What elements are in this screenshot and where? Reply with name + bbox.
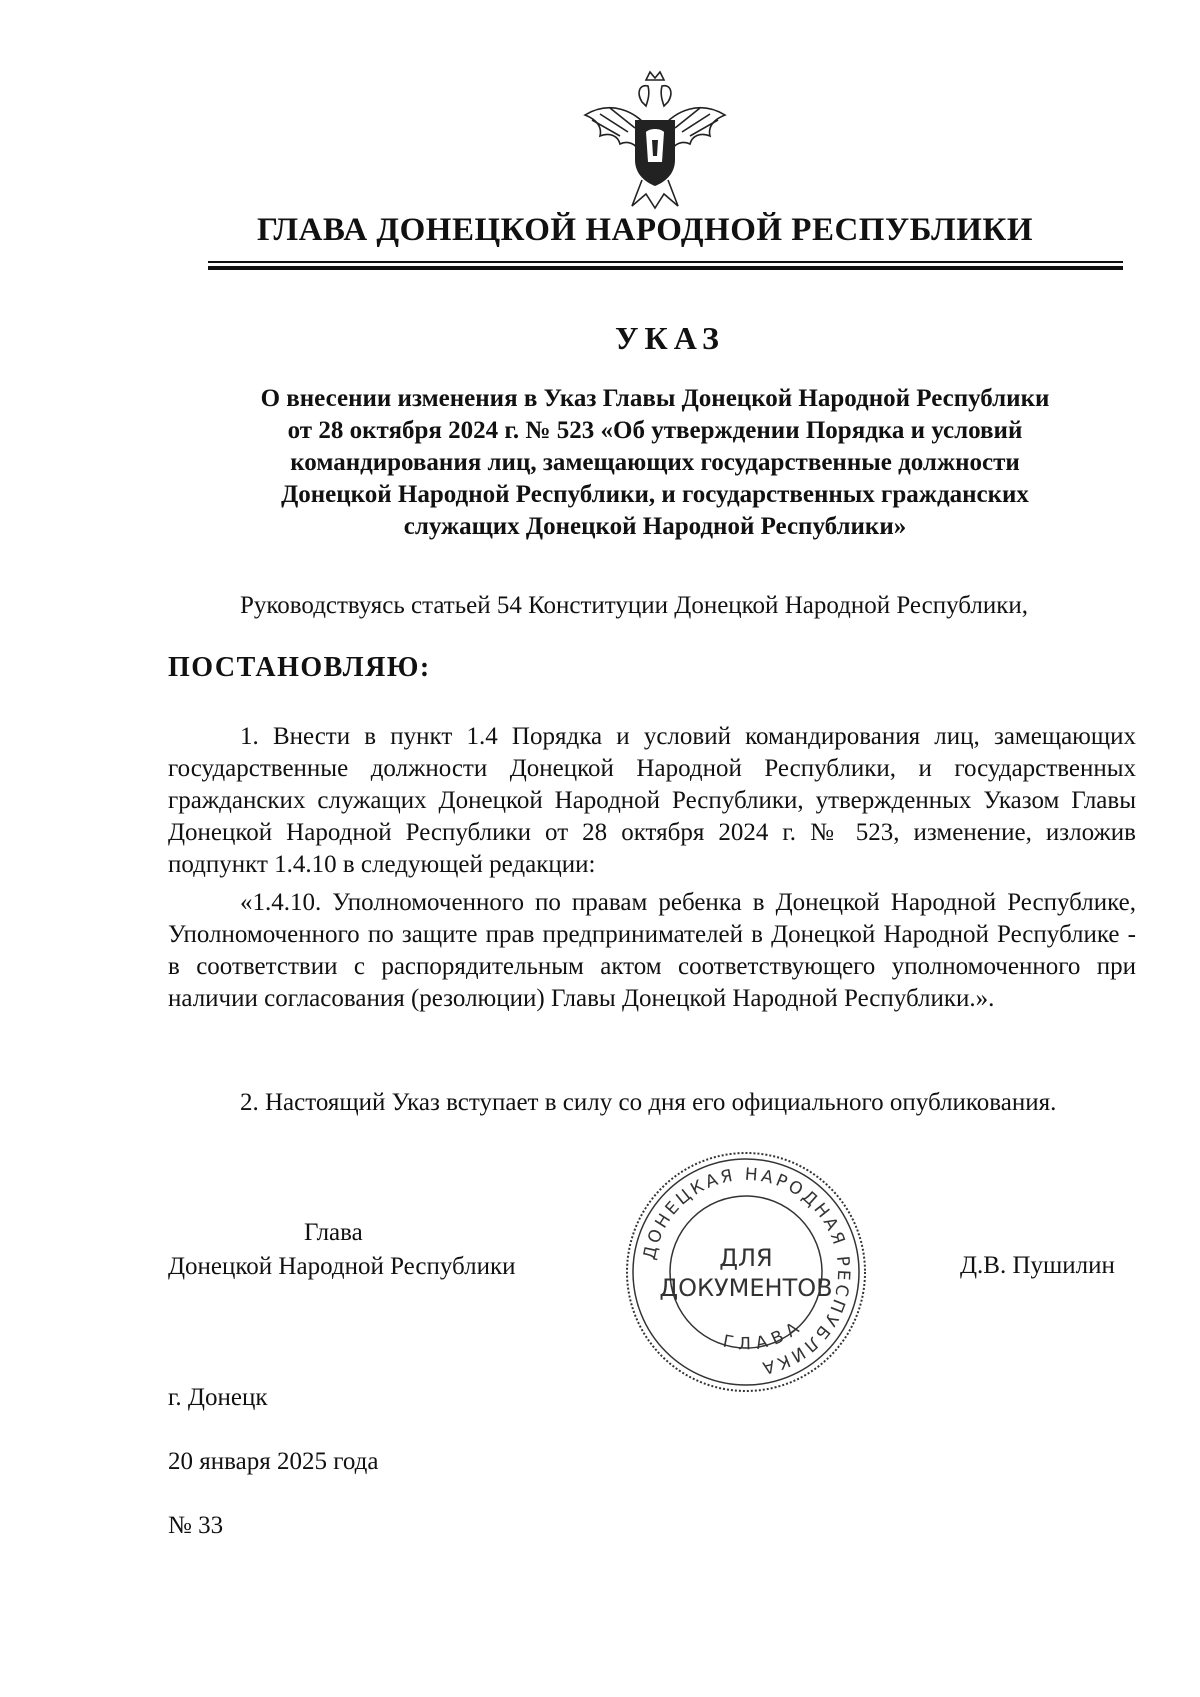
paragraph-1: 1. Внести в пункт 1.4 Порядка и условий командирования лиц, замещающих государственные должности Донецкой Народной Республики, и государственных гражданских служащих Донецкой Народной Республики, утвержденных Указом Главы Донецкой Народной Республики от 28 октября 2024 г. № 523, изменение, изложив подпункт 1.4.10 в следующей редакции:: [168, 723, 1136, 878]
decree-date: 20 января 2025 года: [168, 1448, 379, 1475]
official-seal: [622, 1148, 870, 1396]
signatory-name: Д.В. Пушилин: [960, 1252, 1115, 1279]
signatory-role: [168, 1216, 568, 1284]
seal-bottom-text: ГЛАВА: [721, 1315, 808, 1355]
header-rule-thick: [208, 266, 1123, 270]
subject-line: от 28 октября 2024 г. № 523 «Об утверждении Порядка и условий: [287, 417, 1023, 444]
subject-line: командирования лиц, замещающих государственные должности: [290, 449, 1020, 476]
paragraph-2: 2. Настоящий Указ вступает в силу со дня его официального опубликования.: [240, 1089, 1057, 1116]
decree-number: № 33: [168, 1512, 224, 1539]
subject-line: служащих Донецкой Народной Республики»: [403, 513, 907, 540]
decree-subject: [200, 383, 1110, 543]
document-type: УКАЗ: [615, 320, 725, 356]
subject-line: О внесении изменения в Указ Главы Донецкой Народной Республики: [260, 385, 1050, 412]
seal-outer-text: ДОНЕЦКАЯ НАРОДНАЯ РЕСПУБЛИКА: [639, 1164, 854, 1379]
seal-center-line1: ДЛЯ: [719, 1244, 773, 1272]
seal-center-line2: ДОКУМЕНТОВ: [659, 1274, 833, 1302]
paragraph-quoted-amendment: «1.4.10. Уполномоченного по правам ребенка в Донецкой Народной Республике, Уполномоченного по защите прав предпринимателей в Донецкой Народной Республике - в соответствии с распорядительным актом соответствующего уполномоченного при наличии согласования (резолюции) Главы Донецкой Народной Республики.».: [168, 889, 1136, 1012]
issuer-title: ГЛАВА ДОНЕЦКОЙ НАРОДНОЙ РЕСПУБЛИКИ: [256, 212, 1034, 248]
signatory-role-line1: Глава: [304, 1219, 363, 1246]
resolve-heading: ПОСТАНОВЛЯЮ:: [168, 652, 431, 683]
place-of-signing: г. Донецк: [168, 1384, 268, 1411]
legal-basis: Руководствуясь статьей 54 Конституции Донецкой Народной Республики,: [240, 592, 1029, 619]
coat-of-arms-icon: [580, 70, 730, 210]
subject-line: Донецкой Народной Республики, и государственных гражданских: [281, 481, 1029, 508]
header-rule-thin: [208, 261, 1123, 263]
signatory-role-line2: Донецкой Народной Республики: [168, 1253, 516, 1280]
